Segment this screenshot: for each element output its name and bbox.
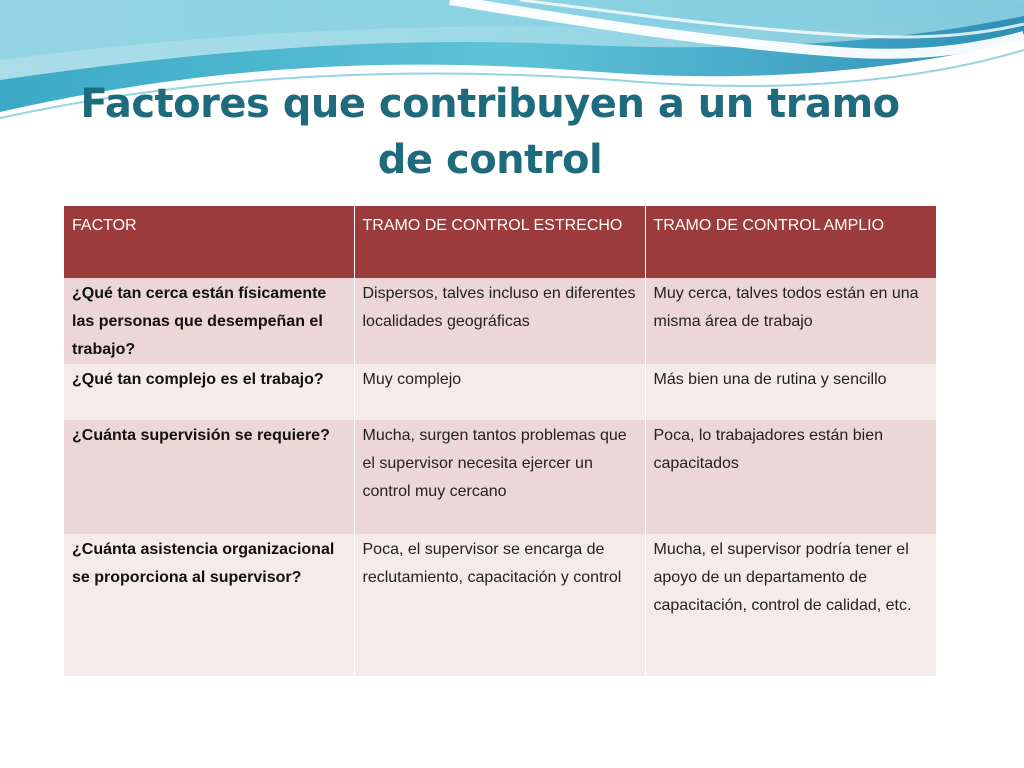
table-header-row xyxy=(64,206,936,278)
narrow-span-cell: Mucha, surgen tantos problemas que el supervisor necesita ejercer un control muy cercano xyxy=(354,420,645,534)
table-row xyxy=(64,364,936,420)
wide-span-cell: Poca, lo trabajadores están bien capacitados xyxy=(645,420,936,534)
slide-title-line-1: Factores que contribuyen a un tramo xyxy=(80,81,900,127)
table-row xyxy=(64,534,936,676)
wide-span-cell: Más bien una de rutina y sencillo xyxy=(645,364,936,420)
factors-table-container xyxy=(64,206,936,676)
factor-cell: ¿Qué tan cerca están físicamente las personas que desempeñan el trabajo? xyxy=(64,278,354,364)
wide-span-cell: Mucha, el supervisor podría tener el apoyo de un departamento de capacitación, control de calidad, etc. xyxy=(645,534,936,676)
table-row xyxy=(64,420,936,534)
header-narrow-span: TRAMO DE CONTROL ESTRECHO xyxy=(354,206,645,278)
slide-title-line-2: de control xyxy=(377,137,603,183)
narrow-span-cell: Muy complejo xyxy=(354,364,645,420)
table-row xyxy=(64,278,936,364)
narrow-span-cell: Poca, el supervisor se encarga de reclutamiento, capacitación y control xyxy=(354,534,645,676)
wide-span-cell: Muy cerca, talves todos están en una misma área de trabajo xyxy=(645,278,936,364)
factor-cell: ¿Cuánta asistencia organizacional se proporciona al supervisor? xyxy=(64,534,354,676)
slide-title xyxy=(80,76,900,188)
narrow-span-cell: Dispersos, talves incluso en diferentes localidades geográficas xyxy=(354,278,645,364)
factors-table xyxy=(64,206,936,676)
header-factor: FACTOR xyxy=(64,206,354,278)
header-wide-span: TRAMO DE CONTROL AMPLIO xyxy=(645,206,936,278)
factor-cell: ¿Cuánta supervisión se requiere? xyxy=(64,420,354,534)
factor-cell: ¿Qué tan complejo es el trabajo? xyxy=(64,364,354,420)
